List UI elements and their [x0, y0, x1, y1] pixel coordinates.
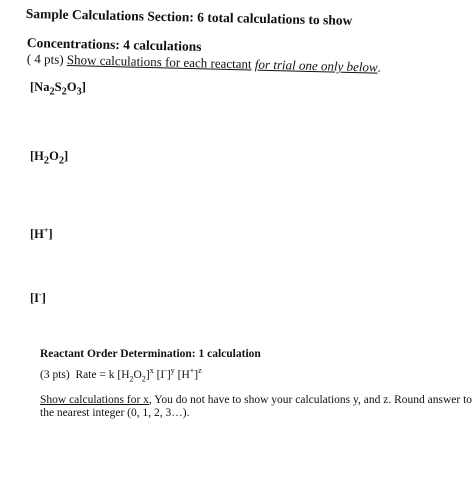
x-instruction-line1: Show calculations for x, You do not have to show your calculations y, and z. Round answer to [40, 394, 473, 406]
instruction-underlined: Show calculations for each reactant [66, 51, 252, 72]
rate-law: Rate = k $[H_2O_2]^x$ $[I^-]^y$ $[H^+]^z$ [75, 366, 202, 384]
reactant-i-minus: [I-] [30, 290, 46, 306]
order-points: (3 pts) [40, 369, 70, 381]
instruction-end: . [377, 59, 382, 75]
instruction-italic: for trial one only below [254, 56, 378, 75]
x-instruction-underlined: Show calculations for x [40, 394, 149, 406]
order-heading: Reactant Order Determination: 1 calculation [40, 348, 261, 360]
reactant-na2s2o3: $[Na_2S_2O_3]$ [30, 80, 86, 98]
section-title: Sample Calculations Section: 6 total calculations to show [25, 6, 353, 28]
x-instruction-line2: the nearest integer (0, 1, 2, 3…). [40, 407, 190, 419]
reactant-h2o2: $[H_2O_2]$ [30, 149, 69, 167]
concentrations-points: ( 4 pts) [26, 51, 68, 67]
concentrations-heading: Concentrations: 4 calculations [26, 35, 202, 54]
concentrations-instruction [27, 51, 381, 76]
rate-law-line [40, 366, 202, 383]
reactant-h-plus: [H+] [30, 226, 53, 242]
